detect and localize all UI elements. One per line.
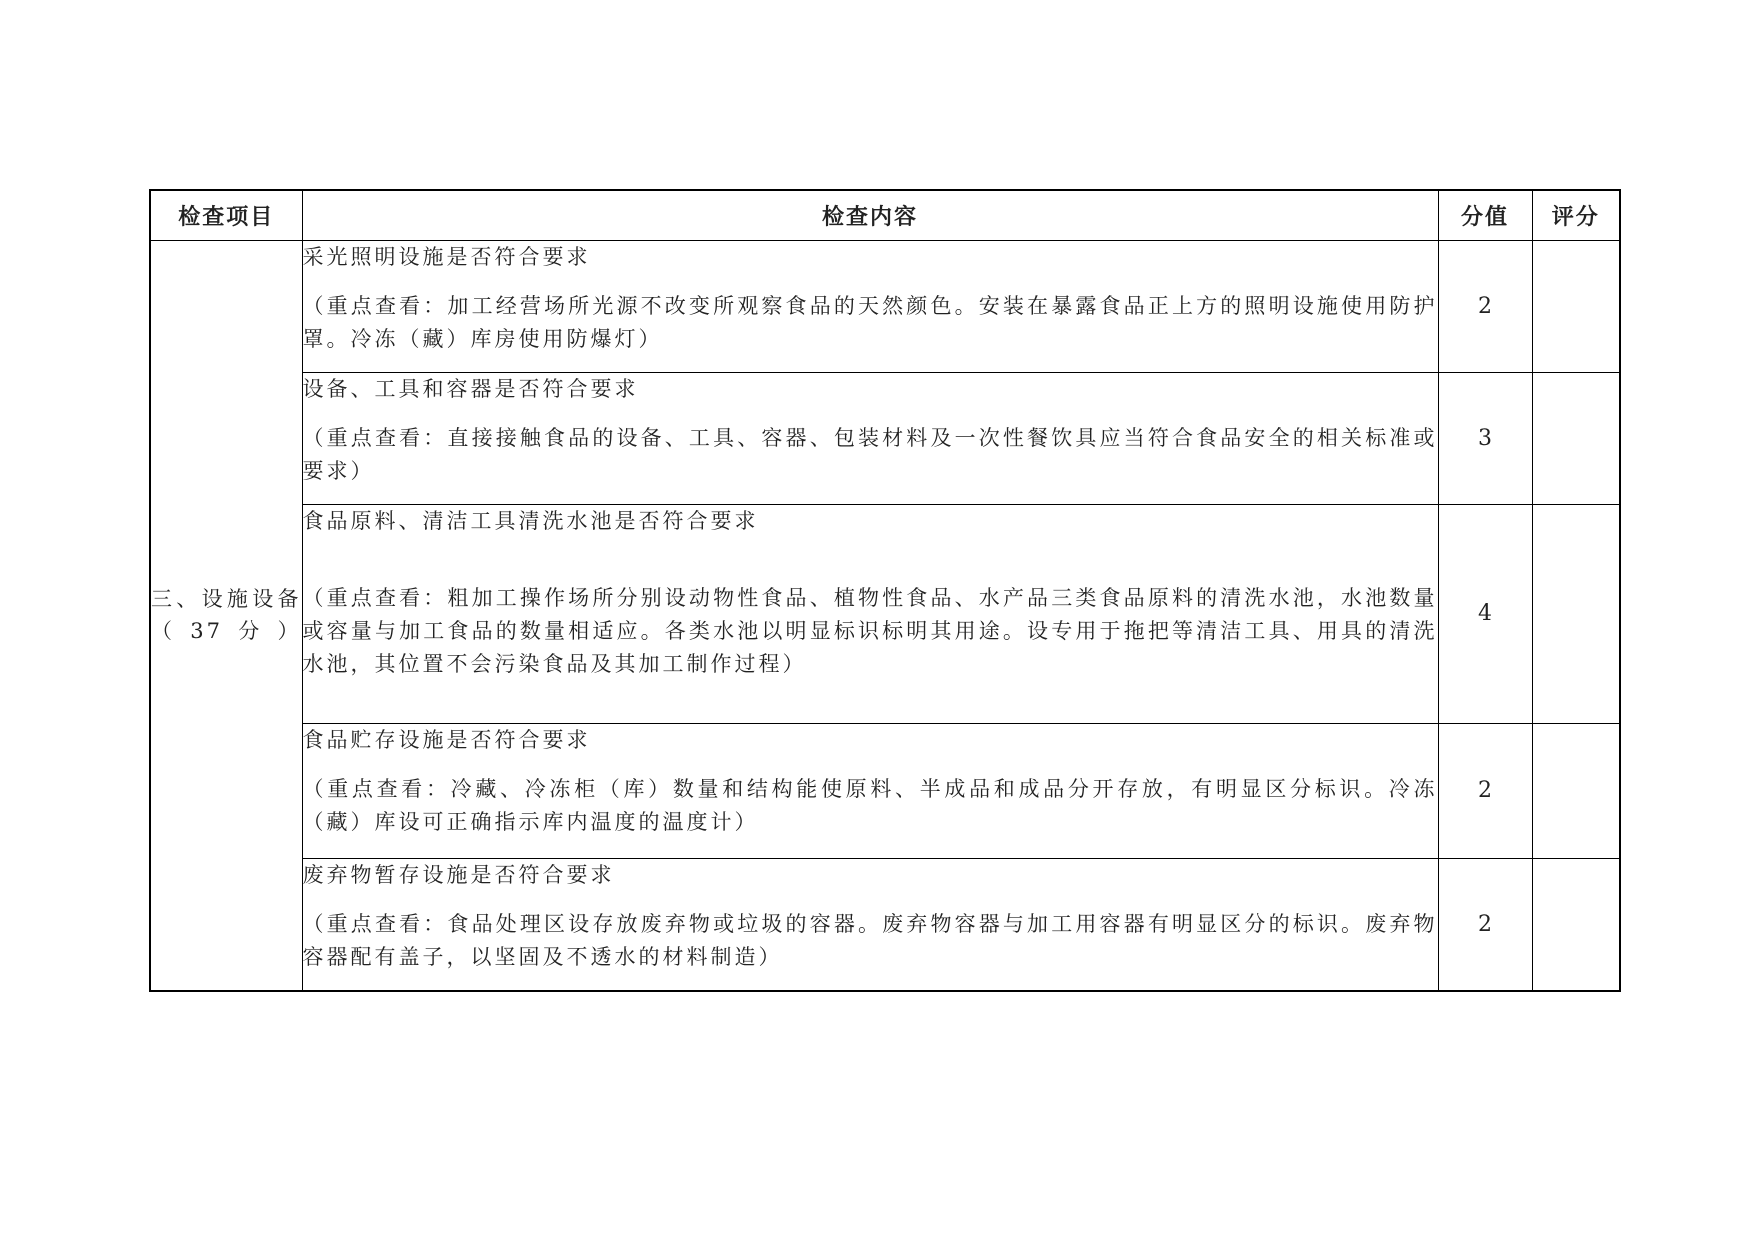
criterion-text: 食品贮存设施是否符合要求 (302, 727, 591, 752)
content-cell (302, 858, 1438, 991)
inspection-table (149, 189, 1621, 992)
content-cell (302, 240, 1438, 372)
score-cell: 2 (1438, 240, 1532, 372)
criterion-text: 废弃物暂存设施是否符合要求 (302, 862, 615, 887)
rating-cell[interactable] (1532, 240, 1620, 372)
category-cell: 三、设施设备（37分） (150, 240, 302, 991)
criterion-text: 食品原料、清洁工具清洗水池是否符合要求 (302, 508, 759, 533)
score-cell: 2 (1438, 723, 1532, 858)
detail-text: （重点查看：粗加工操作场所分别设动物性食品、植物性食品、水产品三类食品原料的清洗水池，水池数量或容量与加工食品的数量相适应。各类水池以明显标识标明其用途。设专用于拖把等清洁工具、用具的清洗水池，其位置不会污染食品及其加工制作过程） (302, 585, 1438, 676)
table-body (150, 240, 1620, 991)
detail-text: （重点查看：冷藏、冷冻柜（库）数量和结构能使原料、半成品和成品分开存放，有明显区分标识。冷冻（藏）库设可正确指示库内温度的温度计） (302, 776, 1438, 834)
header-content: 检查内容 (302, 190, 1438, 240)
score-cell: 2 (1438, 858, 1532, 991)
table-header (150, 190, 1620, 240)
criterion-text: 采光照明设施是否符合要求 (302, 244, 591, 269)
table-row (150, 240, 1620, 372)
content-cell (302, 372, 1438, 504)
detail-text: （重点查看：加工经营场所光源不改变所观察食品的天然颜色。安装在暴露食品正上方的照明设施使用防护罩。冷冻（藏）库房使用防爆灯） (302, 293, 1438, 351)
criterion-text: 设备、工具和容器是否符合要求 (302, 376, 639, 401)
content-cell (302, 723, 1438, 858)
header-score: 分值 (1438, 190, 1532, 240)
rating-cell[interactable] (1532, 504, 1620, 723)
detail-text: （重点查看：直接接触食品的设备、工具、容器、包装材料及一次性餐饮具应当符合食品安全的相关标准或要求） (302, 425, 1438, 483)
rating-cell[interactable] (1532, 372, 1620, 504)
header-item: 检查项目 (150, 190, 302, 240)
header-rating: 评分 (1532, 190, 1620, 240)
table-row (150, 723, 1620, 858)
score-cell: 4 (1438, 504, 1532, 723)
inspection-sheet (149, 189, 1619, 992)
detail-text: （重点查看：食品处理区设存放废弃物或垃圾的容器。废弃物容器与加工用容器有明显区分的标识。废弃物容器配有盖子，以坚固及不透水的材料制造） (302, 911, 1438, 969)
rating-cell[interactable] (1532, 723, 1620, 858)
table-row (150, 504, 1620, 723)
table-row (150, 372, 1620, 504)
score-cell: 3 (1438, 372, 1532, 504)
header-row (150, 190, 1620, 240)
table-row (150, 858, 1620, 991)
content-cell (302, 504, 1438, 723)
rating-cell[interactable] (1532, 858, 1620, 991)
